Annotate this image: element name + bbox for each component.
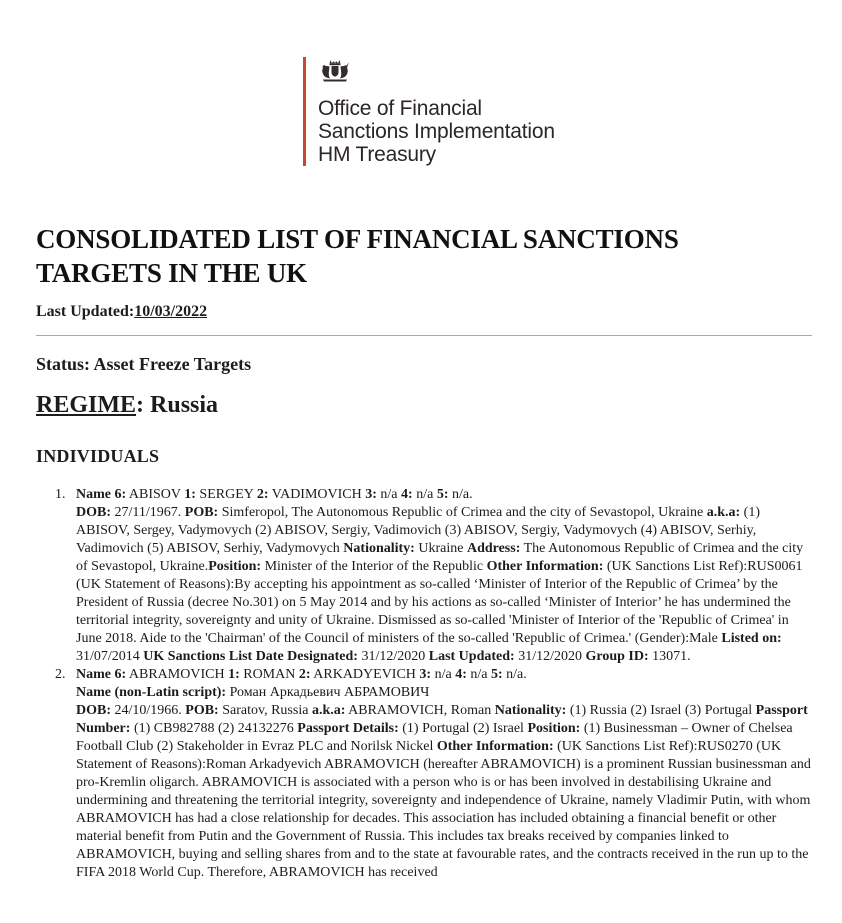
page-title: CONSOLIDATED LIST OF FINANCIAL SANCTIONS TARGETS IN THE UK	[36, 224, 679, 288]
divider	[36, 335, 812, 336]
entry-text	[76, 666, 812, 882]
logo-line-3: HM Treasury	[318, 143, 436, 166]
logo-line-2: Sanctions Implementation	[318, 120, 555, 143]
entry-number: 2.	[55, 667, 66, 682]
ofsi-logo	[303, 57, 812, 166]
document-page	[0, 57, 842, 882]
individuals-list	[55, 486, 812, 882]
entry-number: 1.	[55, 487, 66, 502]
regime-heading	[36, 392, 812, 419]
last-updated-date: 10/03/2022	[134, 303, 208, 320]
logo-line-1: Office of Financial	[318, 97, 482, 120]
last-updated-label: Last Updated:	[36, 303, 135, 320]
regime-value: : Russia	[136, 392, 219, 418]
entry-paragraph: Name 6: ABRAMOVICH 1: ROMAN 2: ARKADYEVICH 3: n/a 4: n/a 5: n/a.	[76, 667, 527, 682]
entry-paragraph: Name 6: ABISOV 1: SERGEY 2: VADIMOVICH 3: n/a 4: n/a 5: n/a.	[76, 487, 473, 502]
entry-paragraph: DOB: 27/11/1967. POB: Simferopol, The Autonomous Republic of Crimea and the city of Sevastopol, Ukraine a.k.a: (1) ABISOV, Sergey, Vadymovych (2) ABISOV, Sergiy, Vadimovich (3) ABISOV, Sergiy, Vadymovych (4) ABISOV, Serhiy, Vadimovich (5) ABISOV, Serhiy, Vadymovych Nationality: Ukraine Address: The Autonomous Republic of Crimea and the city of Sevastopol, Ukraine.Position: Minister of the Interior of the Republic Other Information: (UK Sanctions List Ref):RUS0061 (UK Statement of Reasons):By accepting his appointment as so-called ‘Minister of Interior of the Republic of Crimea’ by the President of Russia (decree No.301) on 5 May 2014 and by his actions as so-called ‘Minister of Interior’ he has undermined the territorial integrity, sovereignty and unity of Ukraine. Dismissed as so-called 'Minister of Interior of the 'Republic of Crimea' in June 2018. Aide to the 'Chairman' of the Council of ministers of the so-called 'Republic of Crimea.' (Gender):Male Listed on: 31/07/2014 UK Sanctions List Date Designated: 31/12/2020 Last Updated: 31/12/2020 Group ID: 13071.	[76, 505, 804, 664]
individuals-heading: INDIVIDUALS	[36, 446, 160, 466]
last-updated	[36, 303, 812, 321]
individual-entry	[55, 486, 812, 666]
logo-text	[318, 97, 555, 166]
entry-text	[76, 486, 812, 666]
entry-paragraph: DOB: 24/10/1966. POB: Saratov, Russia a.k.a: ABRAMOVICH, Roman Nationality: (1) Russia (2) Israel (3) Portugal Passport Number: (1) CB982788 (2) 24132276 Passport Details: (1) Portugal (2) Israel Position: (1) Businessman – Owner of Chelsea Football Club (2) Stakeholder in Evraz PLC and Norilsk Nickel Other Information: (UK Sanctions List Ref):RUS0270 (UK Statement of Reasons):Roman Arkadyevich ABRAMOVICH (hereafter ABRAMOVICH) is a prominent Russian businessman and pro-Kremlin oligarch. ABRAMOVICH is associated with a person who is or has been involved in destabilising Ukraine and undermining and threatening the territorial integrity, sovereignty and independence of Ukraine, namely Vladimir Putin, with whom ABRAMOVICH has had a close relationship for decades. This association has included obtaining a financial benefit or other material benefit from Putin and the Government of Russia. This includes tax breaks received by companies linked to ABRAMOVICH, buying and selling shares from and to the state at favourable rates, and the contracts received in the run up to the FIFA 2018 World Cup. Therefore, ABRAMOVICH has received	[76, 703, 811, 880]
royal-crest-icon	[318, 57, 352, 91]
status-heading: Status: Asset Freeze Targets	[36, 354, 252, 374]
regime-label: REGIME	[36, 392, 137, 418]
individual-entry	[55, 666, 812, 882]
entry-paragraph: Name (non-Latin script): Роман Аркадьевич АБРАМОВИЧ	[76, 685, 430, 700]
